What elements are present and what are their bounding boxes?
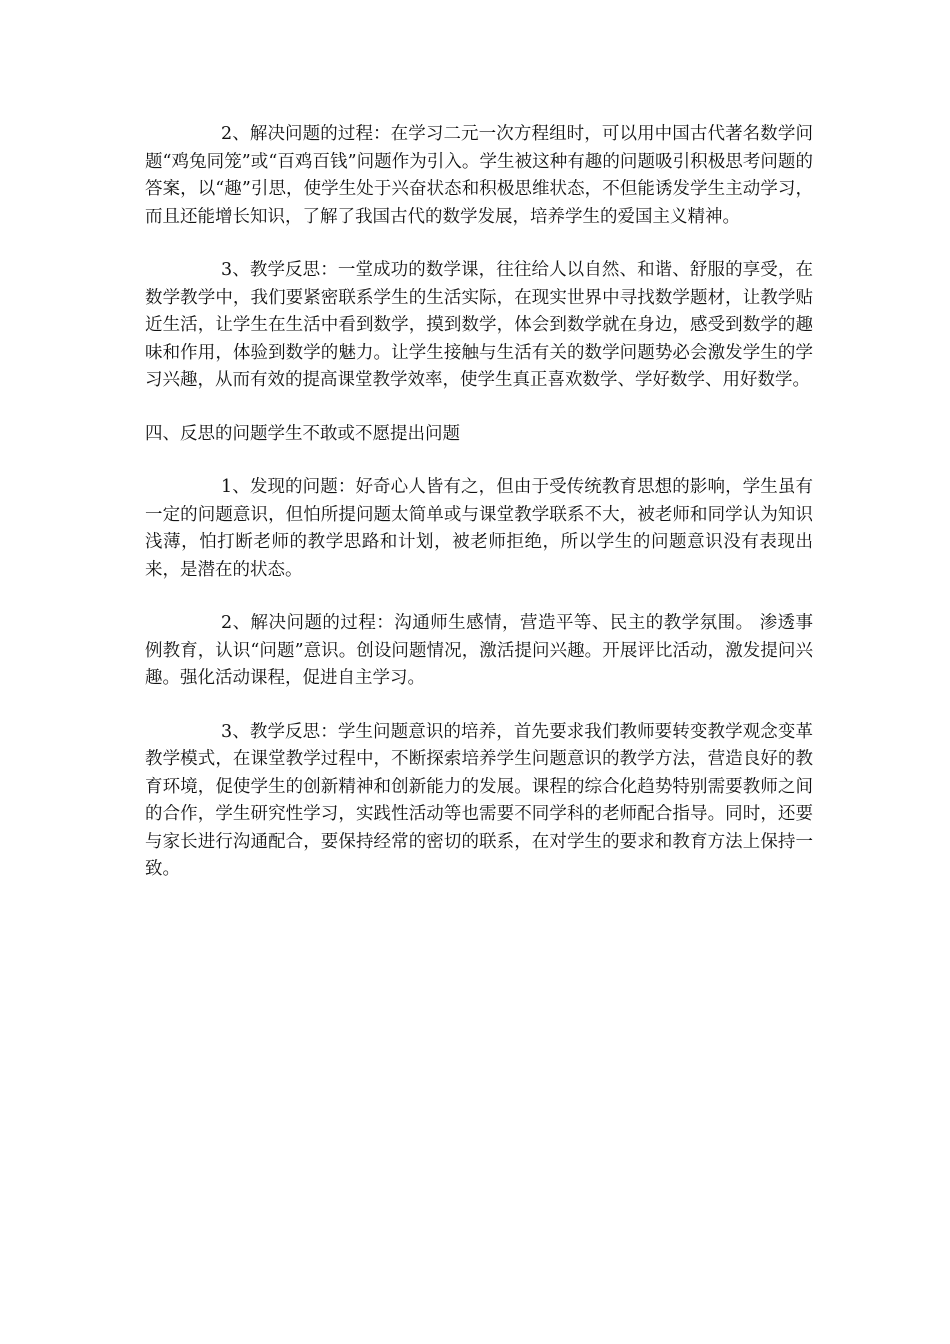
section-heading-4: 四、反思的问题学生不敢或不愿提出问题 — [145, 423, 460, 444]
paragraph-solution-process-2: 2、解决问题的过程：沟通师生感情，营造平等、民主的教学氛围。 渗透事例教育，认识“问题”意识。创设问题情况，激活提问兴趣。开展评比活动，激发提问兴趣。强化活动课程，促进自主学习。 — [145, 613, 813, 688]
paragraph-teaching-reflection-2: 3、教学反思：学生问题意识的培养，首先要求我们教师要转变教学观念变革教学模式，在课堂教学过程中，不断探索培养学生问题意识的教学方法，营造良好的教育环境，促使学生的创新精神和创新能力的发展。课程的综合化趋势特别需要教师之间的合作，学生研究性学习，实践性活动等也需要不同学科的老师配合指导。同时，还要与家长进行沟通配合，要保持经常的密切的联系，在对学生的要求和教育方法上保持一致。 — [145, 721, 813, 879]
paragraph-found-problem: 1、发现的问题：好奇心人皆有之，但由于受传统教育思想的影响，学生虽有一定的问题意识，但怕所提问题太简单或与课堂教学联系不大，被老师和同学认为知识浅薄，怕打断老师的教学思路和计划，被老师拒绝，所以学生的问题意识没有表现出来，是潜在的状态。 — [145, 477, 813, 580]
document-body — [145, 121, 813, 910]
paragraph-teaching-reflection-1: 3、教学反思：一堂成功的数学课，往往给人以自然、和谐、舒服的享受，在数学教学中，我们要紧密联系学生的生活实际，在现实世界中寻找数学题材，让教学贴近生活，让学生在生活中看到数学，摸到数学，体会到数学就在身边，感受到数学的趣味和作用，体验到数学的魅力。让学生接触与生活有关的数学问题势必会激发学生的学习兴趣，从而有效的提高课堂教学效率，使学生真正喜欢数学、学好数学、用好数学。 — [145, 260, 813, 390]
paragraph-solution-process-1: 2、解决问题的过程：在学习二元一次方程组时，可以用中国古代著名数学问题“鸡兔同笼”或“百鸡百钱”问题作为引入。学生被这种有趣的问题吸引积极思考问题的答案，以“趣”引思，使学生处于兴奋状态和积极思维状态，不但能诱发学生主动学习，而且还能增长知识，了解了我国古代的数学发展，培养学生的爱国主义精神。 — [145, 124, 813, 227]
